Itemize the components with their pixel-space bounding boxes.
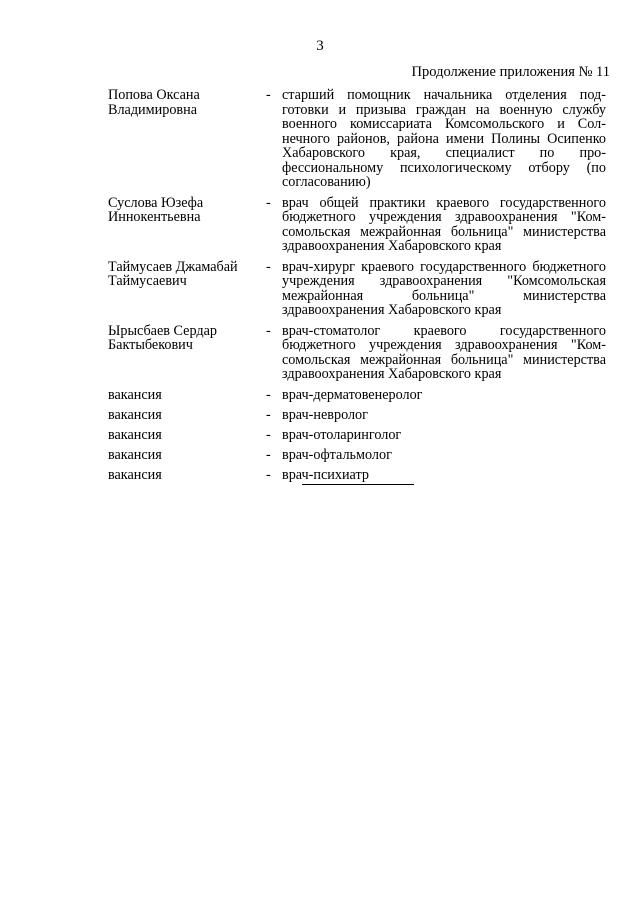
members-list — [108, 88, 606, 488]
member-position: врач-отоларинголог — [282, 426, 402, 443]
dash-separator: - — [266, 406, 271, 423]
list-item — [108, 408, 606, 423]
list-item — [108, 468, 606, 483]
member-position: врач-дерматовенеролог — [282, 386, 423, 403]
page-number: 3 — [316, 38, 324, 54]
member-position: врач-офтальмолог — [282, 446, 392, 463]
list-item — [108, 196, 606, 254]
member-name: вакансия — [108, 466, 162, 483]
list-item — [108, 428, 606, 443]
list-item — [108, 324, 606, 382]
dash-separator: - — [266, 258, 271, 275]
dash-separator: - — [266, 386, 271, 403]
dash-separator: - — [266, 87, 271, 103]
dash-separator: - — [266, 466, 271, 483]
member-position: врач-хирург краевого государственного бюджетного учреждения здравоохранения "Комсомольская межрайонная больница" министерства здравоохранения Хабаровского края — [282, 258, 606, 318]
dash-separator: - — [266, 446, 271, 463]
member-name: Таймусаев Джамабай Таймусаевич — [108, 258, 238, 289]
appendix-continuation-label: Продолжение приложения № 11 — [411, 64, 610, 80]
member-position: врач общей практики краевого государственного бюджетного учреждения здравоохранения "Комсомольская межрайонная больница" министерства здравоохранения Хабаровского края — [282, 194, 606, 254]
dash-separator: - — [266, 194, 271, 211]
member-name: Ырысбаев Сердар Бактыбекович — [108, 322, 217, 353]
member-position: старший помощник начальника отделения подготовки и призыва граждан на военную службу военного комиссариата Комсомольского и Солнечного районов, района имени Полины Осипенко Хабаровского края, специалист по профессиональному психологическому отбору (по согласованию) — [282, 87, 606, 190]
closing-divider-line — [302, 484, 414, 485]
dash-separator: - — [266, 322, 271, 339]
dash-separator: - — [266, 426, 271, 443]
member-position: врач-невролог — [282, 406, 368, 423]
member-name: вакансия — [108, 386, 162, 403]
member-name: вакансия — [108, 406, 162, 423]
member-name: вакансия — [108, 426, 162, 443]
member-name: вакансия — [108, 446, 162, 463]
list-item — [108, 388, 606, 403]
member-name: Попова Оксана Владимировна — [108, 87, 200, 118]
list-item — [108, 448, 606, 463]
member-position: врач-стоматолог краевого государственного бюджетного учреждения здравоохранения "Комсомольская межрайонная больница" министерства здравоохранения Хабаровского края — [282, 322, 606, 382]
list-item — [108, 260, 606, 318]
member-name: Суслова Юзефа Иннокентьевна — [108, 194, 204, 225]
list-item — [108, 88, 606, 190]
member-position: врач-психиатр — [282, 466, 369, 483]
